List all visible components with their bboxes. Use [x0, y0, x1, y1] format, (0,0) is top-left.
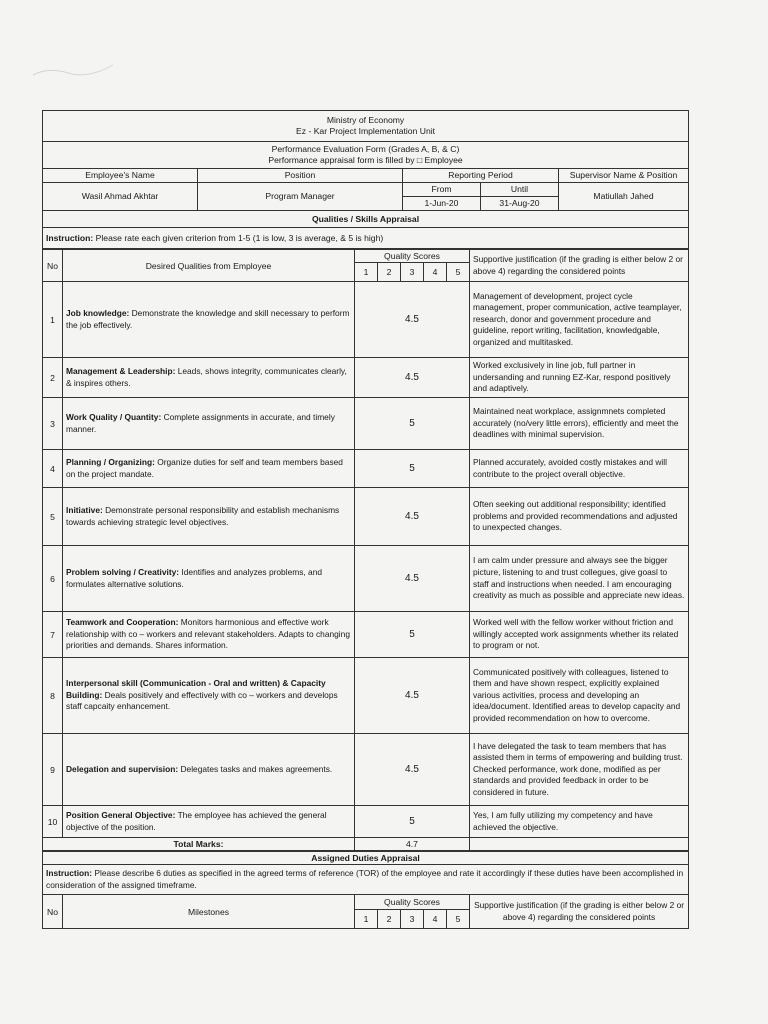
criterion: Planning / Organizing: Organize duties for self and team members based on the project mandate. [63, 450, 355, 488]
col-justification: Supportive justification (if the grading is either below 2 or above 4) regarding the considered points [470, 250, 689, 282]
criterion: Position General Objective: The employee has achieved the general objective of the position. [63, 806, 355, 838]
from-label: From [403, 183, 481, 197]
col-no: No [43, 250, 63, 282]
total-empty [470, 838, 689, 851]
criterion: Work Quality / Quantity: Complete assignments in accurate, and timely manner. [63, 398, 355, 450]
score: 5 [355, 612, 470, 658]
col-position: Position [198, 169, 403, 183]
assigned-col-justification: Supportive justification (if the grading is either below 2 or above 4) regarding the considered points [470, 895, 689, 929]
assigned-scale-1: 1 [355, 910, 378, 929]
criterion: Interpersonal skill (Communication - Oral and written) & Capacity Building: Deals positively and effectively with co – workers and develops staff capcaity enhancement. [63, 658, 355, 734]
assigned-scale-5: 5 [447, 910, 470, 929]
score: 4.5 [355, 282, 470, 358]
score: 4.5 [355, 488, 470, 546]
assigned-scale-2: 2 [378, 910, 401, 929]
assigned-instruction: Instruction: Please describe 6 duties as specified in the agreed terms of reference (TOR) of the employee and rate it accordingly if these duties have been accomplished in consideration of the assigned timeframe. [43, 865, 689, 895]
until-label: Until [481, 183, 559, 197]
col-quality-scores: Quality Scores [355, 250, 470, 263]
supervisor-name: Matiullah Jahed [559, 183, 689, 211]
criterion: Management & Leadership: Leads, shows integrity, communicates clearly, & inspires others. [63, 358, 355, 398]
col-reporting-period: Reporting Period [403, 169, 559, 183]
criterion: Initiative: Demonstrate personal responsibility and establish mechanisms towards achieving strategic level objectives. [63, 488, 355, 546]
table-row: 6 Problem solving / Creativity: Identifies and analyzes problems, and formulates alternative solutions. 4.5 I am calm under pressure and always see the bigger picture, listening to and trust collegues, give goasl to staff and instructions when needed. I am encouraging creativity as much as possible and appreciate new ideas. [43, 546, 689, 612]
table-row: 3 Work Quality / Quantity: Complete assignments in accurate, and timely manner. 5 Maintained neat workplace, assignmnets completed accurately (no/very little errors), efficiently and meet the deadlines with minimal supervision. [43, 398, 689, 450]
assigned-scale-3: 3 [401, 910, 424, 929]
assigned-col-quality-scores: Quality Scores [355, 895, 470, 910]
score: 5 [355, 806, 470, 838]
scan-artifact [28, 55, 118, 85]
table-row: 4 Planning / Organizing: Organize duties for self and team members based on the project mandate. 5 Planned accurately, avoided costly mistakes and will contribute to the project overall objective. [43, 450, 689, 488]
justification: Yes, I am fully utilizing my competency and have achieved the objective. [470, 806, 689, 838]
justification: Management of development, project cycle management, proper communication, active teamplayer, research, donor and government procedure and guideline, report writing, facilitation, knowledgable, organized and multitasked. [470, 282, 689, 358]
assigned-table [42, 851, 689, 929]
score: 4.5 [355, 358, 470, 398]
justification: Maintained neat workplace, assignmnets completed accurately (no/very little errors), efficiently and meet the deadlines with minimal supervision. [470, 398, 689, 450]
total-label: Total Marks: [43, 838, 355, 851]
table-row: 1 Job knowledge: Demonstrate the knowledge and skill necessary to perform the job effectively. 4.5 Management of development, project cycle management, proper communication, active teamplayer, research, donor and government procedure and guideline, report writing, facilitation, knowledgable, organized and multitasked. [43, 282, 689, 358]
table-row: 2 Management & Leadership: Leads, shows integrity, communicates clearly, & inspires others. 4.5 Worked exclusively in line job, full partner in undersanding and running EZ-Kar, respond positively and adaptively. [43, 358, 689, 398]
until-date: 31-Aug-20 [481, 197, 559, 211]
justification: I am calm under pressure and always see the bigger picture, listening to and trust collegues, give goasl to staff and instructions when needed. I am encouraging creativity as much as possible and appreciate new ideas. [470, 546, 689, 612]
justification: Often seeking out additional responsibility; identified problems and provided recommendations and adjusted to unexpected changes. [470, 488, 689, 546]
qualities-section-title: Qualities / Skills Appraisal [43, 211, 689, 228]
form-subtitle: Performance appraisal form is filled by □ Employee [268, 155, 463, 165]
header-table [42, 110, 689, 249]
col-desired-qualities: Desired Qualities from Employee [63, 250, 355, 282]
table-row: 10 Position General Objective: The employee has achieved the general objective of the position. 5 Yes, I am fully utilizing my competency and have achieved the objective. [43, 806, 689, 838]
score: 4.5 [355, 546, 470, 612]
col-supervisor: Supervisor Name & Position [559, 169, 689, 183]
justification: Communicated positively with colleagues, listened to them and have shown respect, explicitly explained various activities, process and developing an idea/document. Identified areas to develop capacity and provided recommendation on how to overcome. [470, 658, 689, 734]
justification: Worked well with the fellow worker without friction and willingly accepted work assignments whether its related to program or not. [470, 612, 689, 658]
table-row: 9 Delegation and supervision: Delegates tasks and makes agreements. 4.5 I have delegated the task to team members that has assisted them in terms of empowering and building trust. Checked performance, work done, modified as per standards and provided feedback in order to be considered in future. [43, 734, 689, 806]
justification: Worked exclusively in line job, full partner in undersanding and running EZ-Kar, respond positively and adaptively. [470, 358, 689, 398]
qualities-table [42, 249, 689, 851]
total-value: 4.7 [355, 838, 470, 851]
criterion: Delegation and supervision: Delegates tasks and makes agreements. [63, 734, 355, 806]
assigned-section-title: Assigned Duties Appraisal [43, 852, 689, 865]
score: 5 [355, 450, 470, 488]
scale-4: 4 [424, 263, 447, 282]
justification: I have delegated the task to team members that has assisted them in terms of empowering and building trust. Checked performance, work done, modified as per standards and provided feedback in order to be considered in future. [470, 734, 689, 806]
criterion: Job knowledge: Demonstrate the knowledge and skill necessary to perform the job effectively. [63, 282, 355, 358]
employee-name: Wasil Ahmad Akhtar [43, 183, 198, 211]
score: 5 [355, 398, 470, 450]
table-row: 7 Teamwork and Cooperation: Monitors harmonious and effective work relationship with co – workers and relevant stakeholders. Adapts to changing priorities and demands. Shares information. 5 Worked well with the fellow worker without friction and willingly accepted work assignments whether its related to program or not. [43, 612, 689, 658]
scale-5: 5 [447, 263, 470, 282]
form-title: Performance Evaluation Form (Grades A, B, & C) [271, 144, 460, 154]
score: 4.5 [355, 734, 470, 806]
col-employee-name: Employee's Name [43, 169, 198, 183]
evaluation-form [42, 110, 688, 929]
assigned-col-no: No [43, 895, 63, 929]
assigned-scale-4: 4 [424, 910, 447, 929]
justification: Planned accurately, avoided costly mistakes and will contribute to the project overall objective. [470, 450, 689, 488]
scale-1: 1 [355, 263, 378, 282]
scale-2: 2 [378, 263, 401, 282]
col-milestones: Milestones [63, 895, 355, 929]
score: 4.5 [355, 658, 470, 734]
qualities-instruction: Instruction: Please rate each given criterion from 1-5 (1 is low, 3 is average, & 5 is high) [43, 228, 689, 249]
employee-position: Program Manager [198, 183, 403, 211]
criterion: Problem solving / Creativity: Identifies and analyzes problems, and formulates alternative solutions. [63, 546, 355, 612]
scale-3: 3 [401, 263, 424, 282]
criterion: Teamwork and Cooperation: Monitors harmonious and effective work relationship with co – workers and relevant stakeholders. Adapts to changing priorities and demands. Shares information. [63, 612, 355, 658]
ministry-name: Ministry of Economy [326, 115, 405, 125]
from-date: 1-Jun-20 [403, 197, 481, 211]
table-row: 5 Initiative: Demonstrate personal responsibility and establish mechanisms towards achieving strategic level objectives. 4.5 Often seeking out additional responsibility; identified problems and provided recommendations and adjusted to unexpected changes. [43, 488, 689, 546]
unit-name: Ez - Kar Project Implementation Unit [296, 126, 436, 136]
table-row: 8 Interpersonal skill (Communication - Oral and written) & Capacity Building: Deals positively and effectively with co – workers and develops staff capcaity enhancement. 4.5 Communicated positively with colleagues, listened to them and have shown respect, explicitly explained various activities, process and developing an idea/document. Identified areas to develop capacity and provided recommendation on how to overcome. [43, 658, 689, 734]
